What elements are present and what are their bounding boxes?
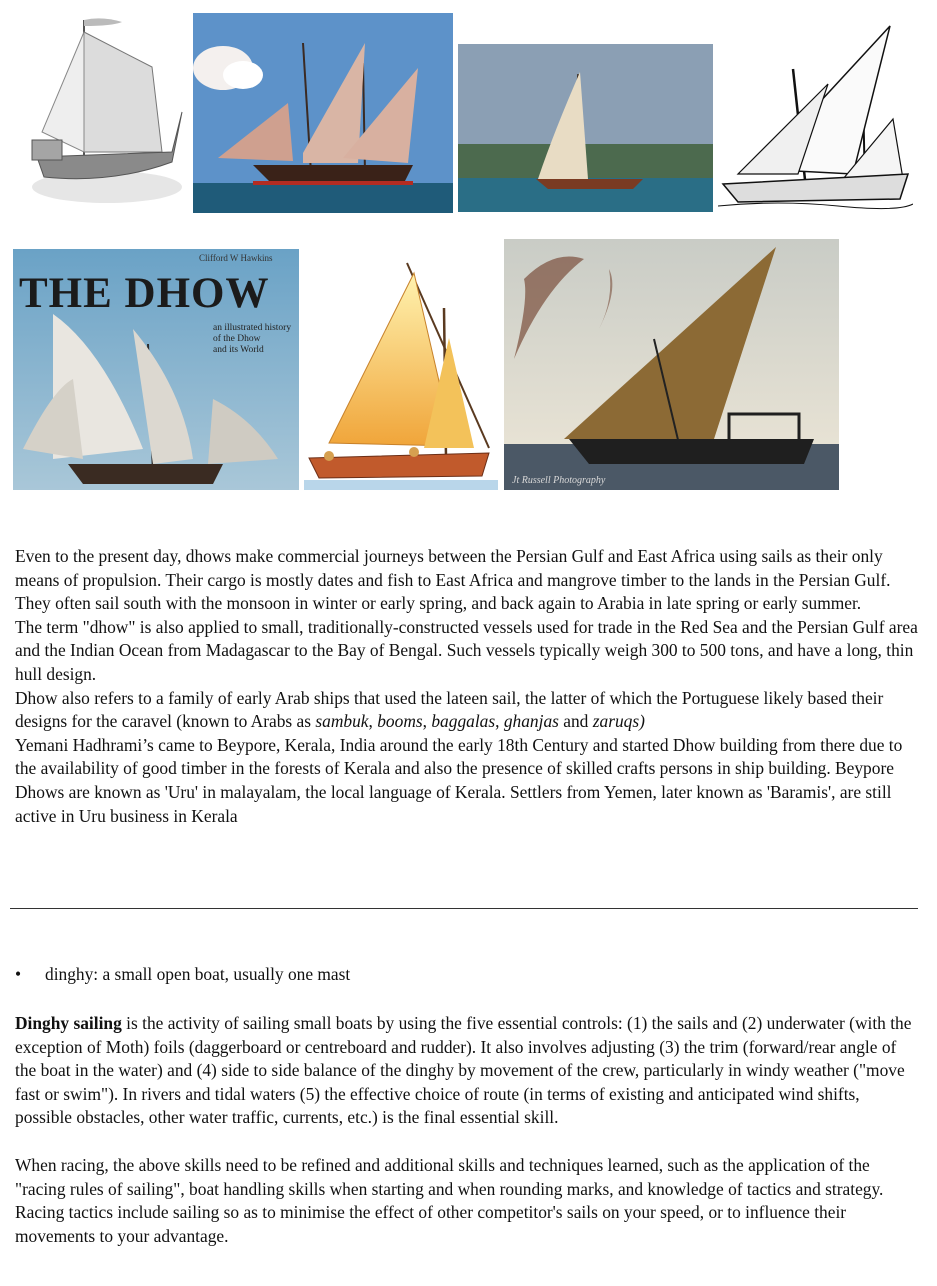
- dhow-painting: [193, 13, 453, 213]
- sailboat-illustration-icon: [304, 258, 498, 490]
- book-title: THE DHOW: [19, 270, 270, 317]
- dinghy-paragraph-1-text: is the activity of sailing small boats by using the five essential controls: (1) the sails and (2) underwater (with the exception of Moth) foils (daggerboard or centreboard and rudder). It also involves adjusting (3) the trim (forward/rear angle of the boat in the water) and (4) side to side balance of the dinghy by movement of the crew, particularly in windy weather ("move fast or swim"). In rivers and tidal waters (5) the effective choice of route (in terms of existing and anticipated wind shifts, possible obstacles, other water traffic, currents, etc.) is the final essential skill.: [15, 1013, 912, 1128]
- book-subtitle-line: and its World: [213, 345, 264, 355]
- dinghy-term: Dinghy sailing: [15, 1013, 122, 1033]
- book-subtitle: [213, 323, 291, 356]
- dhow-paragraph-1: Even to the present day, dhows make commercial journeys between the Persian Gulf and East Africa using sails as their only means of propulsion. Their cargo is mostly dates and fish to East Africa and mangrove timber to the lands in the Persian Gulf. They often sail south with the monsoon in winter or early spring, and back again to Arabia in late spring or early summer.: [15, 546, 891, 614]
- dhow-paragraph-3-text: Dhow also refers to a family of early Arab ships that used the lateen sail, the latter of which the Portuguese likely based their designs for the caravel (known to Arabs as: [15, 687, 884, 732]
- sailboat-drawing-icon: [718, 24, 913, 212]
- dinghy-description: [15, 1012, 920, 1248]
- bullet-item: [15, 963, 350, 986]
- horizontal-divider: [10, 908, 918, 909]
- dinghy-paragraph-1: [15, 1012, 920, 1130]
- sailboat-painting-icon: [193, 13, 453, 213]
- dinghy-paragraph-2: When racing, the above skills need to be refined and additional skills and techniques learned, such as the application of the "racing rules of sailing", boat handling skills when starting and when rounding marks, and knowledge of tactics and strategy. Racing tactics include sailing so as to minimise the effect of other competitor's sails on your speed, or to influence their movements to your advantage.: [15, 1154, 884, 1246]
- dhow-paragraph-4: Yemani Hadhrami’s came to Beypore, Kerala, India around the early 18th Century and started Dhow building from there due to the availability of good timber in the forests of Kerala and also the presence of skilled crafts persons in ship building. Beypore Dhows are known as 'Uru' in malayalam, the local language of Kerala. Settlers from Yemen, later known as 'Baramis', are still active in Uru business in Kerala: [15, 734, 903, 826]
- photo-watermark: Jt Russell Photography: [512, 475, 606, 486]
- book-subtitle-line: of the Dhow: [213, 334, 261, 344]
- term-ghanjas: ghanjas: [503, 711, 559, 732]
- separator: ,: [422, 711, 432, 732]
- dhow-sunset-photo: [504, 239, 839, 490]
- dhow-photo-coast: [458, 44, 713, 212]
- separator: ,: [368, 711, 378, 732]
- book-cover: [13, 249, 299, 490]
- bullet-text: dinghy: a small open boat, usually one mast: [45, 964, 351, 984]
- term-zaruqs: zaruqs): [592, 711, 645, 732]
- term-sambuk: sambuk: [315, 711, 369, 732]
- term-booms: booms: [377, 711, 423, 732]
- dhow-paragraph-2: The term "dhow" is also applied to small, traditionally-constructed vessels used for trade in the Red Sea and the Persian Gulf area and the Indian Ocean from Madagascar to the Bay of Bengal. Such vessels typically weigh 300 to 500 tons, and have a long, thin hull design.: [15, 616, 918, 684]
- separator: and: [558, 711, 593, 732]
- dhow-line-drawing: [718, 24, 913, 212]
- dhow-paragraph-3: [15, 687, 920, 734]
- sailboat-sketch-icon: [22, 12, 187, 212]
- sailboat-photo-icon: [504, 239, 839, 490]
- bullet-icon: •: [15, 964, 22, 984]
- dhow-yellow-sail: [304, 258, 498, 490]
- term-baggalas: baggalas: [431, 711, 496, 732]
- sailboat-photo-icon: [458, 44, 713, 212]
- separator: ,: [495, 711, 504, 732]
- dhow-description: [15, 545, 920, 828]
- book-author: Clifford W Hawkins: [199, 253, 273, 263]
- book-subtitle-line: an illustrated history: [213, 323, 292, 333]
- dhow-pencil-sketch: [22, 12, 187, 212]
